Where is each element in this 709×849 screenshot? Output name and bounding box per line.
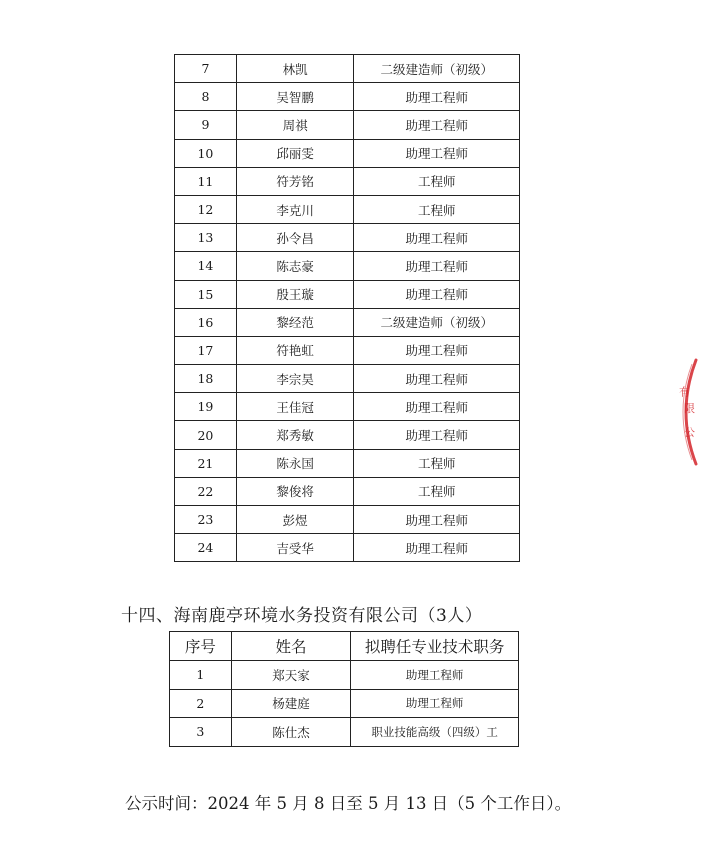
- person-name: 郑秀敏: [236, 421, 354, 449]
- row-number: 3: [170, 718, 232, 747]
- job-title: 助理工程师: [354, 506, 520, 534]
- job-title: 助理工程师: [354, 280, 520, 308]
- person-name: 黎俊将: [236, 477, 354, 505]
- notice-period-text: 公示时间：2024 年 5 月 8 日至 5 月 13 日（5 个工作日）。: [125, 794, 572, 813]
- svg-text:公: 公: [684, 426, 695, 439]
- job-title: 助理工程师: [354, 139, 520, 167]
- upper-table-body: [175, 55, 520, 562]
- table-row: [175, 224, 520, 252]
- person-name: 殷王璇: [236, 280, 354, 308]
- row-number: 17: [175, 336, 237, 364]
- row-number: 9: [175, 111, 237, 139]
- job-title: 助理工程师: [351, 661, 519, 690]
- job-title: 助理工程师: [354, 365, 520, 393]
- table-row: [175, 506, 520, 534]
- table-row: [175, 421, 520, 449]
- table-row: [175, 167, 520, 195]
- job-title: 职业技能高级（四级）工: [351, 718, 519, 747]
- person-name: 邱丽雯: [236, 139, 354, 167]
- svg-text:限: 限: [684, 402, 695, 415]
- upper-appointment-table: [174, 54, 520, 562]
- person-name: 杨建庭: [231, 689, 350, 718]
- table-row: [170, 718, 519, 747]
- table-row: [170, 661, 519, 690]
- person-name: 陈仕杰: [231, 718, 350, 747]
- table-row: [175, 280, 520, 308]
- row-number: 19: [175, 393, 237, 421]
- table-row: [175, 477, 520, 505]
- table-row: [175, 111, 520, 139]
- job-title: 助理工程师: [354, 393, 520, 421]
- table-row: [175, 336, 520, 364]
- table-row: [175, 365, 520, 393]
- person-name: 孙令昌: [236, 224, 354, 252]
- table-row: [175, 393, 520, 421]
- row-number: 22: [175, 477, 237, 505]
- row-number: 23: [175, 506, 237, 534]
- person-name: 吴智鹏: [236, 83, 354, 111]
- table-row: [175, 55, 520, 83]
- table-header-row: [170, 632, 519, 661]
- job-title: 工程师: [354, 477, 520, 505]
- person-name: 李宗昊: [236, 365, 354, 393]
- person-name: 王佳冠: [236, 393, 354, 421]
- header-name: 姓名: [231, 632, 350, 661]
- row-number: 18: [175, 365, 237, 393]
- row-number: 16: [175, 308, 237, 336]
- row-number: 21: [175, 449, 237, 477]
- job-title: 工程师: [354, 167, 520, 195]
- table-row: [175, 308, 520, 336]
- job-title: 二级建造师（初级）: [354, 55, 520, 83]
- job-title: 工程师: [354, 195, 520, 223]
- row-number: 11: [175, 167, 237, 195]
- job-title: 二级建造师（初级）: [354, 308, 520, 336]
- job-title: 助理工程师: [354, 224, 520, 252]
- job-title: 助理工程师: [354, 252, 520, 280]
- official-seal-fragment: [662, 356, 702, 468]
- company-14-table: [169, 631, 519, 747]
- row-number: 20: [175, 421, 237, 449]
- table-row: [170, 689, 519, 718]
- row-number: 1: [170, 661, 232, 690]
- row-number: 15: [175, 280, 237, 308]
- row-number: 7: [175, 55, 237, 83]
- person-name: 吉受华: [236, 534, 354, 562]
- person-name: 陈志豪: [236, 252, 354, 280]
- table-row: [175, 139, 520, 167]
- job-title: 助理工程师: [354, 534, 520, 562]
- lower-table-body: [170, 661, 519, 747]
- job-title: 助理工程师: [354, 421, 520, 449]
- person-name: 黎经范: [236, 308, 354, 336]
- job-title: 工程师: [354, 449, 520, 477]
- person-name: 郑天家: [231, 661, 350, 690]
- row-number: 14: [175, 252, 237, 280]
- job-title: 助理工程师: [354, 111, 520, 139]
- person-name: 林凯: [236, 55, 354, 83]
- table-row: [175, 195, 520, 223]
- person-name: 彭煜: [236, 506, 354, 534]
- seal-fragment-text: 有: [677, 386, 691, 397]
- person-name: 符艳虹: [236, 336, 354, 364]
- row-number: 13: [175, 224, 237, 252]
- row-number: 10: [175, 139, 237, 167]
- job-title: 助理工程师: [354, 336, 520, 364]
- job-title: 助理工程师: [354, 83, 520, 111]
- table-row: [175, 449, 520, 477]
- header-title: 拟聘任专业技术职务: [351, 632, 519, 661]
- table-row: [175, 252, 520, 280]
- table-row: [175, 83, 520, 111]
- row-number: 24: [175, 534, 237, 562]
- table-row: [175, 534, 520, 562]
- row-number: 8: [175, 83, 237, 111]
- header-no: 序号: [170, 632, 232, 661]
- row-number: 12: [175, 195, 237, 223]
- person-name: 陈永国: [236, 449, 354, 477]
- person-name: 周祺: [236, 111, 354, 139]
- job-title: 助理工程师: [351, 689, 519, 718]
- person-name: 李克川: [236, 195, 354, 223]
- person-name: 符芳铭: [236, 167, 354, 195]
- row-number: 2: [170, 689, 232, 718]
- section-heading: 十四、海南鹿亭环境水务投资有限公司（3人）: [121, 606, 483, 626]
